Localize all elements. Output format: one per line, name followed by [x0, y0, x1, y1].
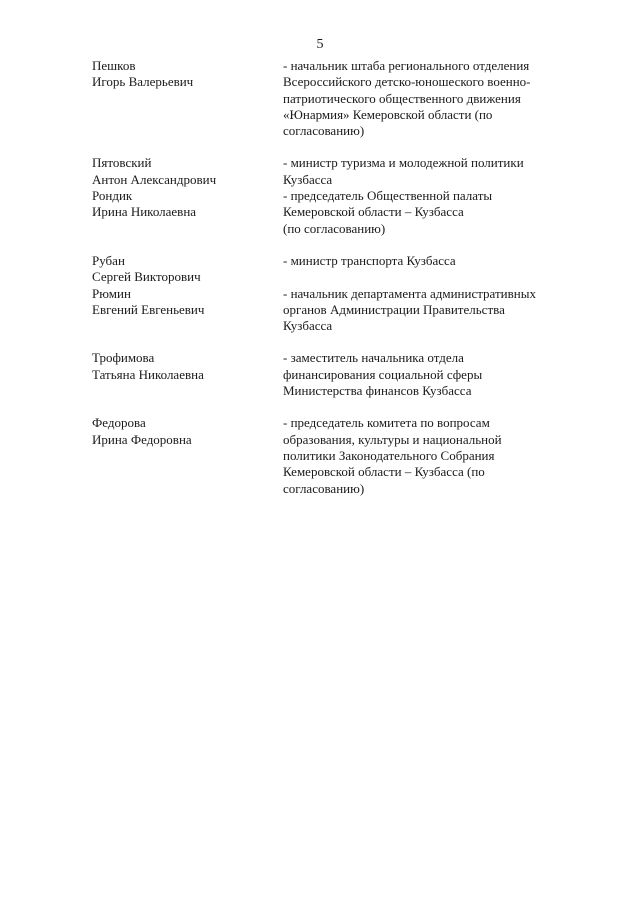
member-name: [92, 188, 283, 237]
role-line: - председатель комитета по вопросам: [283, 415, 490, 431]
role-line: Кузбасса: [283, 318, 333, 334]
role-line: Кемеровской области – Кузбасса: [283, 204, 464, 220]
roster-entry: [92, 286, 592, 335]
role-line: финансирования социальной сферы: [283, 366, 483, 382]
member-roster: [92, 58, 592, 497]
roster-entry: [92, 155, 592, 188]
roster-entry: [92, 350, 592, 399]
role-line: согласованию): [283, 123, 365, 139]
member-name: [92, 58, 283, 139]
role-line: - заместитель начальника отдела: [283, 350, 464, 366]
role-line: патриотического общественного движения: [283, 90, 521, 106]
role-line: органов Администрации Правительства: [283, 301, 505, 317]
member-surname: Пятовский: [92, 155, 152, 171]
role-line: Кемеровской области – Кузбасса (по: [283, 464, 485, 480]
member-role: [283, 58, 583, 139]
member-given-names: Ирина Николаевна: [92, 204, 197, 220]
member-surname: Рубан: [92, 252, 125, 268]
role-line: политики Законодательного Собрания: [283, 447, 495, 463]
member-surname: Трофимова: [92, 350, 155, 366]
member-surname: Федорова: [92, 415, 146, 431]
member-name: [92, 350, 283, 399]
member-name: [92, 415, 283, 496]
member-role: [283, 286, 583, 335]
member-given-names: Игорь Валерьевич: [92, 74, 194, 90]
role-line: согласованию): [283, 480, 365, 496]
member-name: [92, 253, 283, 286]
member-surname: Рондик: [92, 188, 133, 204]
member-given-names: Евгений Евгеньевич: [92, 301, 205, 317]
role-line: - начальник штаба регионального отделения: [283, 58, 530, 73]
member-role: [283, 415, 583, 496]
roster-entry: [92, 415, 592, 496]
member-surname: Рюмин: [92, 285, 131, 301]
role-line: образования, культуры и национальной: [283, 431, 502, 447]
member-role: [283, 253, 583, 286]
role-line: Министерства финансов Кузбасса: [283, 383, 472, 399]
member-role: [283, 188, 583, 237]
member-given-names: Ирина Федоровна: [92, 431, 192, 447]
role-line: Всероссийского детско-юношеского военно-: [283, 74, 531, 90]
member-name: [92, 155, 283, 188]
role-line: - начальник департамента административных: [283, 285, 536, 301]
role-line: (по согласованию): [283, 220, 386, 236]
roster-entry: [92, 253, 592, 286]
roster-entry: [92, 58, 592, 139]
role-line: - министр транспорта Кузбасса: [283, 252, 456, 268]
member-name: [92, 286, 283, 335]
roster-entry: [92, 188, 592, 237]
role-line: Кузбасса: [283, 171, 333, 187]
member-given-names: Сергей Викторович: [92, 269, 201, 285]
role-line: - министр туризма и молодежной политики: [283, 155, 524, 171]
member-surname: Пешков: [92, 58, 136, 73]
member-role: [283, 350, 583, 399]
member-role: [283, 155, 583, 188]
member-given-names: Татьяна Николаевна: [92, 366, 204, 382]
role-line: «Юнармия» Кемеровской области (по: [283, 106, 493, 122]
member-given-names: Антон Александрович: [92, 171, 217, 187]
role-line: - председатель Общественной палаты: [283, 188, 493, 204]
page-number: 5: [316, 37, 324, 52]
